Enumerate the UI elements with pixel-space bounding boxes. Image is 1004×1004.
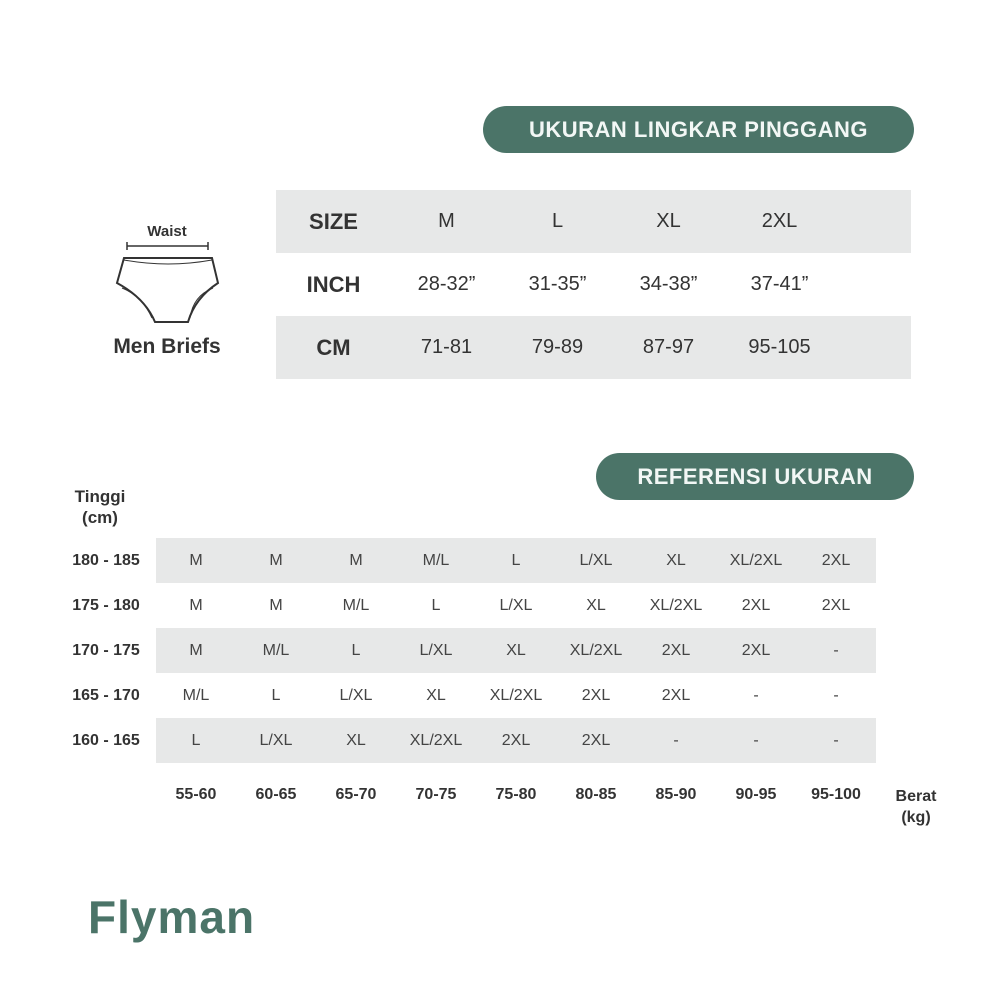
row-cells (156, 583, 876, 628)
size-cell: M/L (182, 686, 210, 704)
size-cell: XL (346, 731, 366, 749)
size-cell: L (191, 731, 201, 749)
height-axis-label (60, 486, 140, 528)
size-cell: 2XL (741, 596, 771, 614)
size-cell: 2XL (501, 731, 531, 749)
size-cell: L (351, 641, 361, 659)
size-cell: - (833, 641, 839, 659)
height-unit: (cm) (82, 508, 118, 527)
cm-row (276, 316, 911, 379)
size-cell: XL/2XL (649, 596, 703, 614)
weight-label: Berat (895, 788, 937, 805)
height-range: 170 - 175 (72, 641, 140, 659)
size-reference-table (56, 538, 876, 763)
size-cell: L/XL (499, 596, 533, 614)
table-row (56, 628, 876, 673)
size-cell: XL (506, 641, 526, 659)
waist-label: Waist (147, 223, 187, 240)
cell: 87-97 (642, 336, 695, 358)
cell: 2XL (761, 210, 798, 232)
waist-size-table (276, 190, 911, 379)
weight-range: 55-60 (175, 786, 217, 803)
cell: 71-81 (420, 336, 473, 358)
row-header: INCH (306, 271, 361, 297)
height-range: 160 - 165 (72, 731, 140, 749)
weight-range: 65-70 (335, 786, 377, 803)
weight-range: 90-95 (735, 786, 777, 803)
size-cell: M/L (262, 641, 290, 659)
table-row (56, 673, 876, 718)
size-cell: - (753, 686, 759, 704)
size-cell: L/XL (259, 731, 293, 749)
height-range: 180 - 185 (72, 551, 140, 569)
size-cell: 2XL (661, 641, 691, 659)
cell: 95-105 (748, 336, 811, 358)
size-cell: 2XL (581, 731, 611, 749)
size-cell: M (349, 551, 363, 569)
size-cell: - (753, 731, 759, 749)
table-row (56, 583, 876, 628)
size-cell: M (269, 551, 283, 569)
waist-size-title: UKURAN LINGKAR PINGGANG (483, 106, 914, 153)
weight-axis-label (880, 786, 952, 828)
cell: L (551, 210, 564, 232)
size-cell: L (511, 551, 521, 569)
size-cell: XL (586, 596, 606, 614)
cell: M (438, 210, 455, 232)
size-cell: M/L (422, 551, 450, 569)
weight-range: 75-80 (495, 786, 537, 803)
row-header: SIZE (309, 208, 358, 234)
cell: XL (656, 210, 681, 232)
row-cells (156, 673, 876, 718)
size-row (276, 190, 911, 253)
size-cell: 2XL (821, 551, 851, 569)
weight-range: 70-75 (415, 786, 457, 803)
size-cell: L/XL (419, 641, 453, 659)
size-cell: M (189, 596, 203, 614)
row-cells (156, 538, 876, 583)
cell: 28-32” (417, 273, 476, 295)
size-cell: XL/2XL (569, 641, 623, 659)
cell: 79-89 (531, 336, 584, 358)
size-cell: L (431, 596, 441, 614)
height-label: Tinggi (74, 487, 126, 506)
size-cell: M (189, 641, 203, 659)
brand-logo: Flyman (88, 891, 256, 943)
cell: 34-38” (639, 273, 698, 295)
size-reference-title: REFERENSI UKURAN (596, 453, 914, 500)
size-cell: 2XL (581, 686, 611, 704)
size-cell: XL/2XL (489, 686, 543, 704)
row-cells (156, 718, 876, 763)
size-cell: L/XL (339, 686, 373, 704)
size-cell: 2XL (741, 641, 771, 659)
table-row (56, 538, 876, 583)
weight-range: 95-100 (811, 786, 861, 803)
table-row (56, 718, 876, 763)
size-cell: XL/2XL (409, 731, 463, 749)
size-cell: M (189, 551, 203, 569)
row-header: CM (316, 334, 351, 360)
cell: 31-35” (528, 273, 587, 295)
row-cells (156, 628, 876, 673)
inch-row (276, 253, 911, 316)
product-label: Men Briefs (113, 335, 221, 358)
size-cell: XL/2XL (729, 551, 783, 569)
size-cell: M (269, 596, 283, 614)
size-cell: L/XL (579, 551, 613, 569)
size-cell: - (833, 731, 839, 749)
briefs-icon (100, 238, 235, 338)
size-cell: XL (426, 686, 446, 704)
cell: 37-41” (750, 273, 809, 295)
size-cell: - (673, 731, 679, 749)
size-cell: - (833, 686, 839, 704)
height-range: 165 - 170 (72, 686, 140, 704)
size-cell: M/L (342, 596, 370, 614)
size-cell: L (271, 686, 281, 704)
weight-axis (156, 786, 876, 804)
size-cell: 2XL (661, 686, 691, 704)
weight-range: 85-90 (655, 786, 697, 803)
weight-unit: (kg) (901, 809, 931, 826)
size-cell: XL (666, 551, 686, 569)
weight-range: 60-65 (255, 786, 297, 803)
weight-range: 80-85 (575, 786, 617, 803)
height-range: 175 - 180 (72, 596, 140, 614)
size-cell: 2XL (821, 596, 851, 614)
